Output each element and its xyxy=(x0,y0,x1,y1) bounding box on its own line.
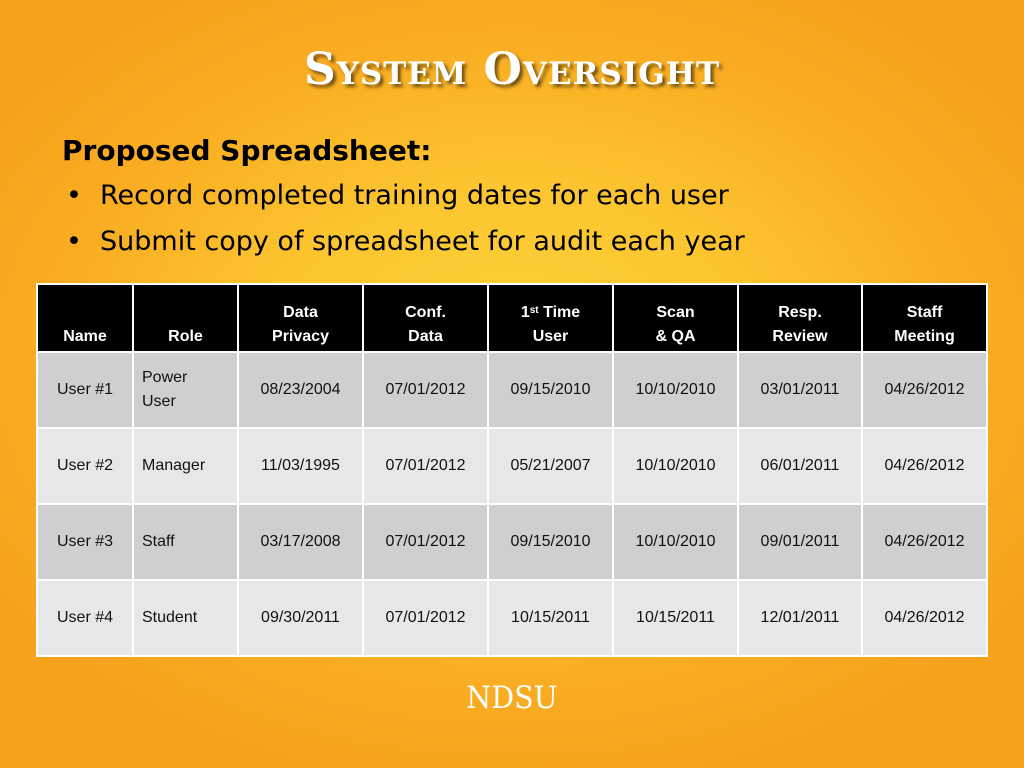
header-scan-qa: Scan & QA xyxy=(613,284,738,352)
cell-data-privacy: 08/23/2004 xyxy=(238,352,363,428)
cell-role: Manager xyxy=(133,428,238,504)
table-row xyxy=(37,504,987,580)
cell-conf-data: 07/01/2012 xyxy=(363,428,488,504)
header-conf-data: Conf. Data xyxy=(363,284,488,352)
header-role: Role xyxy=(133,284,238,352)
bullet-text: Record completed training dates for each user xyxy=(100,180,729,211)
cell-conf-data: 07/01/2012 xyxy=(363,580,488,656)
cell-role: Staff xyxy=(133,504,238,580)
cell-scan-qa: 10/15/2011 xyxy=(613,580,738,656)
cell-name: User #4 xyxy=(37,580,133,656)
subheading: Proposed Spreadsheet: xyxy=(62,134,432,167)
cell-resp-review: 06/01/2011 xyxy=(738,428,862,504)
cell-first-time-user: 10/15/2011 xyxy=(488,580,613,656)
cell-first-time-user: 09/15/2010 xyxy=(488,504,613,580)
bullet-item xyxy=(62,173,745,219)
bullet-list xyxy=(62,173,745,265)
header-data-privacy: Data Privacy xyxy=(238,284,363,352)
cell-data-privacy: 03/17/2008 xyxy=(238,504,363,580)
table-row xyxy=(37,580,987,656)
cell-scan-qa: 10/10/2010 xyxy=(613,352,738,428)
cell-role: Student xyxy=(133,580,238,656)
header-resp-review: Resp. Review xyxy=(738,284,862,352)
cell-staff-meeting: 04/26/2012 xyxy=(862,352,987,428)
cell-conf-data: 07/01/2012 xyxy=(363,352,488,428)
cell-scan-qa: 10/10/2010 xyxy=(613,428,738,504)
cell-resp-review: 03/01/2011 xyxy=(738,352,862,428)
bullet-icon: • xyxy=(66,226,82,257)
bullet-icon: • xyxy=(66,180,82,211)
cell-resp-review: 12/01/2011 xyxy=(738,580,862,656)
cell-scan-qa: 10/10/2010 xyxy=(613,504,738,580)
cell-staff-meeting: 04/26/2012 xyxy=(862,504,987,580)
cell-name: User #2 xyxy=(37,428,133,504)
table-row xyxy=(37,352,987,428)
header-first-time-user: 1st Time User xyxy=(488,284,613,352)
bullet-text: Submit copy of spreadsheet for audit each year xyxy=(100,226,745,257)
table-header-row xyxy=(37,284,987,352)
cell-first-time-user: 05/21/2007 xyxy=(488,428,613,504)
cell-staff-meeting: 04/26/2012 xyxy=(862,428,987,504)
training-table xyxy=(36,283,988,657)
bullet-item xyxy=(62,219,745,265)
cell-role: Power User xyxy=(133,352,238,428)
header-staff-meeting: Staff Meeting xyxy=(862,284,987,352)
cell-name: User #1 xyxy=(37,352,133,428)
cell-staff-meeting: 04/26/2012 xyxy=(862,580,987,656)
ndsu-logo: NDSU xyxy=(466,680,558,716)
cell-data-privacy: 09/30/2011 xyxy=(238,580,363,656)
cell-conf-data: 07/01/2012 xyxy=(363,504,488,580)
cell-first-time-user: 09/15/2010 xyxy=(488,352,613,428)
header-name: Name xyxy=(37,284,133,352)
cell-name: User #3 xyxy=(37,504,133,580)
cell-data-privacy: 11/03/1995 xyxy=(238,428,363,504)
slide-title: System Oversight xyxy=(303,44,721,95)
cell-resp-review: 09/01/2011 xyxy=(738,504,862,580)
table-row xyxy=(37,428,987,504)
